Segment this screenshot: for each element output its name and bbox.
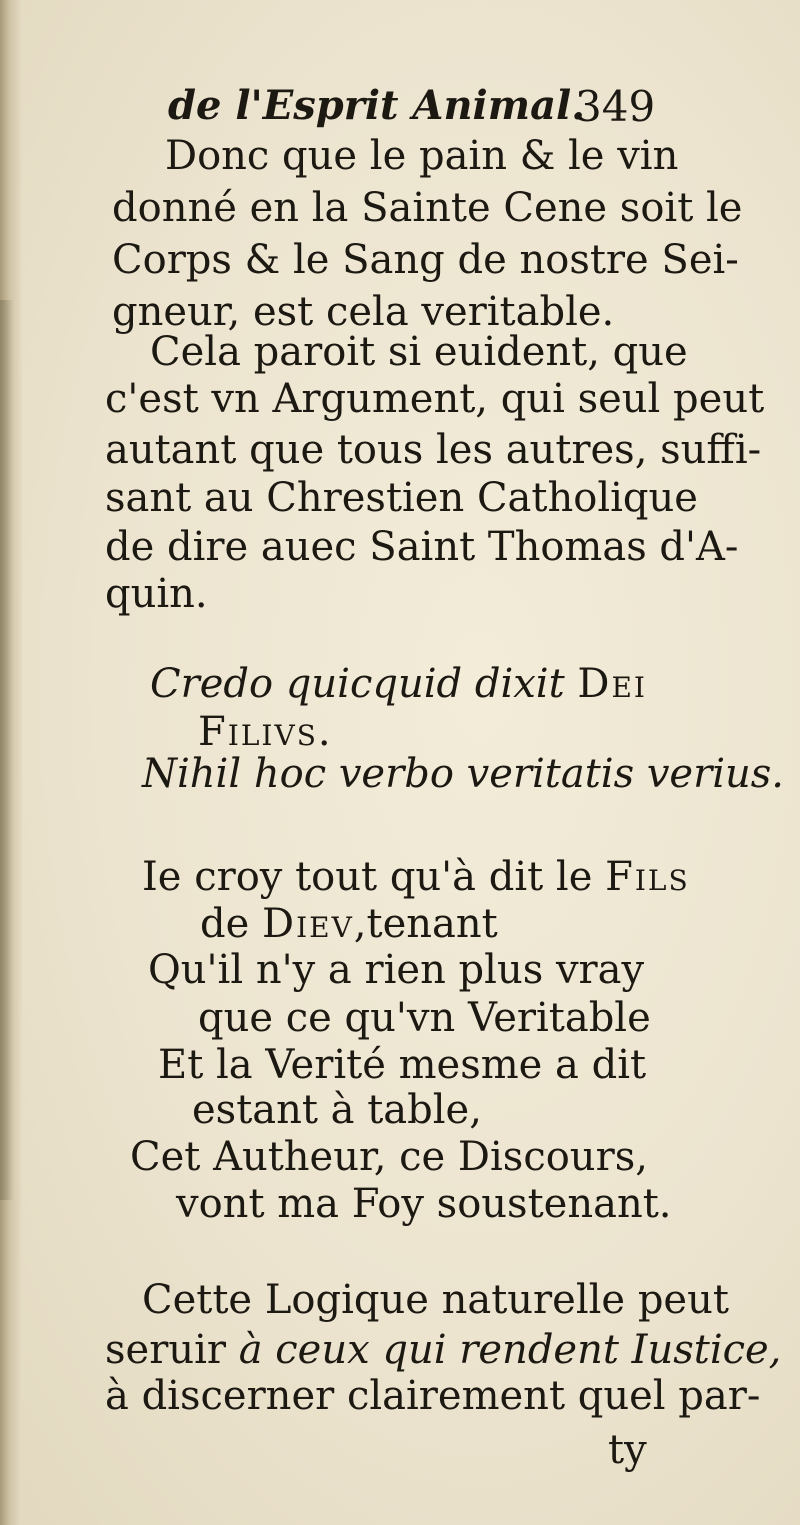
verse-text: ,tenant — [353, 901, 498, 947]
paragraph-line: autant que tous les autres, suffi- — [105, 427, 762, 473]
binding-shadow — [0, 300, 14, 1200]
paragraph-line: sant au Chrestien Catholique — [105, 475, 698, 521]
verse-line-8: vont ma Foy soustenant. — [176, 1181, 672, 1227]
paragraph-line: c'est vn Argument, qui seul peut — [105, 376, 765, 422]
verse-line-5: Et la Verité mesme a dit — [158, 1042, 647, 1088]
paragraph-line: Donc que le pain & le vin — [165, 133, 679, 179]
verse-text: Ie croy tout qu'à dit le — [142, 854, 593, 900]
latin-quote-caps: Dei — [577, 661, 647, 707]
paragraph-line: à discerner clairement quel par- — [105, 1373, 761, 1419]
latin-quote-line-3: Nihil hoc verbo veritatis verius. — [142, 751, 785, 797]
paragraph-line: quin. — [105, 571, 208, 617]
verse-caps: Fils — [605, 854, 690, 900]
verse-text: de — [200, 901, 250, 947]
verse-caps: Diev — [262, 901, 354, 947]
paragraph-line: Corps & le Sang de nostre Sei- — [112, 237, 739, 283]
paragraph-line: de dire auec Saint Thomas d'A- — [105, 524, 739, 570]
verse-line-6: estant à table, — [192, 1087, 482, 1133]
paragraph-line: gneur, est cela veritable. — [112, 289, 615, 335]
verse-line-3: Qu'il n'y a rien plus vray — [148, 947, 645, 993]
page-number: 349 — [575, 82, 656, 131]
paragraph-line: Cela paroit si euident, que — [150, 329, 688, 375]
paragraph-line — [105, 1328, 781, 1372]
paragraph-text: seruir — [105, 1327, 226, 1373]
paragraph-line: donné en la Sainte Cene soit le — [112, 185, 743, 231]
verse-line-1 — [142, 855, 690, 899]
verse-line-7: Cet Autheur, ce Discours, — [130, 1134, 648, 1180]
latin-quote-line-2: Filivs. — [198, 709, 333, 755]
catchword: ty — [608, 1427, 647, 1473]
verse-line-2 — [200, 902, 498, 946]
paragraph-line: Cette Logique naturelle peut — [142, 1277, 729, 1323]
paragraph-italic-text: à ceux qui rendent Iustice, — [238, 1327, 782, 1373]
verse-line-4: que ce qu'vn Veritable — [198, 995, 651, 1041]
running-title: de l'Esprit Animal. — [168, 82, 586, 129]
latin-quote-text: Credo quicquid dixit — [150, 661, 565, 707]
latin-quote-line-1 — [150, 662, 647, 706]
